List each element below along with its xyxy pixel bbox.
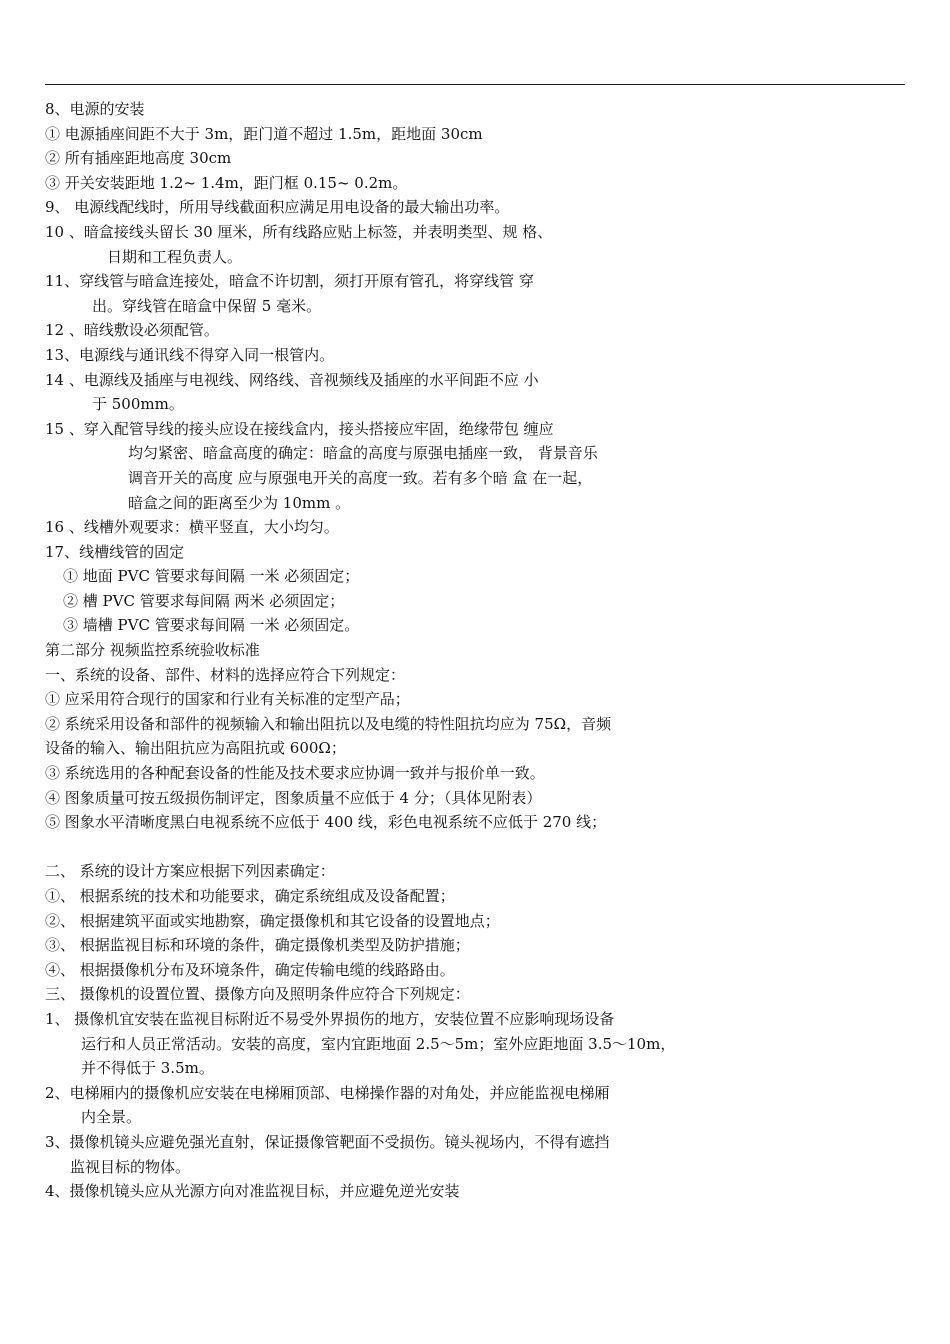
text-line: 二、 系统的设计方案应根据下列因素确定： bbox=[45, 862, 335, 881]
text-line: 13、电源线与通讯线不得穿入同一根管内。 bbox=[45, 345, 335, 364]
text-line: 均匀紧密、暗盒高度的确定：暗盒的高度与原强电插座一致， 背景音乐 bbox=[128, 444, 598, 463]
text-line: ④ 图象质量可按五级损伤制评定，图象质量不应低于 4 分；（具体见附表） bbox=[45, 788, 542, 807]
text-line: 16 、线槽外观要求：横平竖直，大小均匀。 bbox=[45, 518, 339, 537]
text-line: 11、穿线管与暗盒连接处，暗盒不许切割，须打开原有管孔，将穿线管 穿 bbox=[45, 272, 534, 291]
text-line: 8、电源的安装 bbox=[45, 100, 145, 118]
text-line: ① 电源插座间距不大于 3m，距门道不超过 1.5m，距地面 30cm bbox=[45, 124, 483, 143]
text-line: ⑤ 图象水平清晰度黑白电视系统不应低于 400 线，彩色电视系统不应低于 270 线； bbox=[45, 813, 607, 832]
text-line: ③ 墙槽 PVC 管要求每间隔 一米 必须固定。 bbox=[63, 616, 360, 635]
text-line: 调音开关的高度 应与原强电开关的高度一致。若有多个暗 盒 在一起， bbox=[128, 468, 593, 487]
header-rule bbox=[45, 84, 905, 85]
text-line: 出。穿线管在暗盒中保留 5 毫米。 bbox=[92, 296, 322, 315]
text-line: 3、摄像机镜头应避免强光直射，保证摄像管靶面不受损伤。镜头视场内，不得有遮挡 bbox=[45, 1132, 610, 1151]
text-line: 9、 电源线配线时，所用导线截面积应满足用电设备的最大输出功率。 bbox=[45, 198, 510, 217]
text-line: 12 、暗线敷设必须配管。 bbox=[45, 321, 219, 340]
text-line: ② 系统采用设备和部件的视频输入和输出阻抗以及电缆的特性阻抗均应为 75Ω，音频 bbox=[45, 714, 612, 733]
text-line: ③、 根据监视目标和环境的条件，确定摄像机类型及防护措施； bbox=[45, 936, 470, 955]
text-line: 2、电梯厢内的摄像机应安装在电梯厢顶部、电梯操作器的对角处，并应能监视电梯厢 bbox=[45, 1083, 610, 1102]
text-line: 监视目标的物体。 bbox=[70, 1157, 191, 1176]
text-line: ① 应采用符合现行的国家和行业有关标准的定型产品； bbox=[45, 690, 410, 709]
text-line: ③ 系统选用的各种配套设备的性能及技术要求应协调一致并与报价单一致。 bbox=[45, 764, 545, 783]
text-line: 1、 摄像机宜安装在监视目标附近不易受外界损伤的地方，安装位置不应影响现场设备 bbox=[45, 1009, 615, 1028]
text-line: ② 所有插座距地高度 30cm bbox=[45, 149, 232, 168]
text-line: 一、系统的设备、部件、材料的选择应符合下列规定： bbox=[45, 665, 406, 684]
text-line: ② 槽 PVC 管要求每间隔 两米 必须固定； bbox=[63, 591, 345, 610]
text-line: 14 、电源线及插座与电视线、网络线、音视频线及插座的水平间距不应 小 bbox=[45, 370, 539, 389]
text-line: 三、 摄像机的设置位置、摄像方向及照明条件应符合下列规定： bbox=[45, 985, 470, 1004]
text-line bbox=[45, 835, 905, 860]
text-line: ④、 根据摄像机分布及环境条件，确定传输电缆的线路路由。 bbox=[45, 960, 455, 979]
text-line: 设备的输入、输出阻抗应为高阻抗或 600Ω； bbox=[45, 739, 346, 758]
text-line: 内全景。 bbox=[81, 1108, 142, 1127]
text-line: 日期和工程负责人。 bbox=[107, 247, 243, 266]
text-line: 15 、穿入配管导线的接头应设在接线盒内，接头搭接应牢固，绝缘带包 缠应 bbox=[45, 419, 554, 438]
text-line: 运行和人员正常活动。安装的高度，室内宜距地面 2.5～5m；室外应距地面 3.5～10m， bbox=[81, 1034, 676, 1053]
text-line: 暗盒之间的距离至少为 10mm 。 bbox=[128, 493, 351, 512]
document-body bbox=[45, 97, 905, 1204]
text-line: 于 500mm。 bbox=[92, 395, 184, 414]
text-line: 17、线槽线管的固定 bbox=[45, 542, 185, 561]
text-line: 第二部分 视频监控系统验收标准 bbox=[45, 641, 260, 660]
text-line: ③ 开关安装距地 1.2~ 1.4m，距门框 0.15~ 0.2m。 bbox=[45, 173, 408, 192]
text-line: ① 地面 PVC 管要求每间隔 一米 必须固定； bbox=[63, 567, 360, 586]
text-line: 并不得低于 3.5m。 bbox=[81, 1059, 214, 1078]
text-line: ①、 根据系统的技术和功能要求，确定系统组成及设备配置； bbox=[45, 887, 455, 905]
text-line: ②、 根据建筑平面或实地勘察，确定摄像机和其它设备的设置地点； bbox=[45, 911, 500, 930]
text-line: 10 、暗盒接线头留长 30 厘米，所有线路应贴上标签，并表明类型、规 格、 bbox=[45, 222, 553, 241]
text-line: 4、摄像机镜头应从光源方向对准监视目标，并应避免逆光安装 bbox=[45, 1182, 460, 1201]
